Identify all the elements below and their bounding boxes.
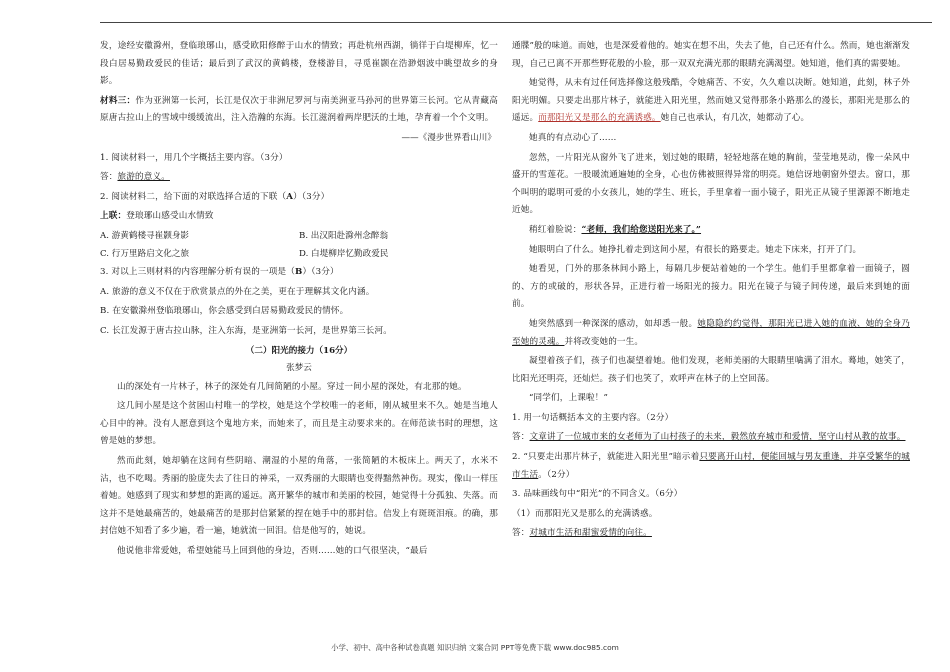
story-paragraph-6-a: 她觉得，从未有过任何选择像这般残酷，令她痛苦、不安，久久难以决断。她知道，此刻，林子外阳光明媚。只要走出那片林子，就能进入阳光里，然而她又觉得那条小路那么的漫长，那阳光是那么的遥远。 bbox=[512, 78, 910, 124]
underlined-sentence-2: 她隐隐约约觉得，那阳光已进入她的血液、她的全身乃至她的灵魂。 bbox=[512, 318, 910, 347]
right-question-1: 1. 用一句话概括本文的主要内容。（2分） bbox=[512, 412, 674, 423]
question-2 bbox=[100, 189, 498, 207]
page-footer: 小学、初中、高中各种试卷真题 知识归纳 文案合同 PPT等免费下载 www.doc985.com bbox=[331, 643, 619, 652]
couplet-text: 登琅琊山感受山水情致 bbox=[126, 211, 214, 222]
question-1: 1. 阅读材料一，用几个字概括主要内容。（3分） bbox=[100, 152, 288, 163]
right-answer-1-prefix: 答： bbox=[512, 432, 530, 443]
article-author: 张梦云 bbox=[286, 363, 312, 374]
underlined-sentence-1: 而那阳光又是那么的充满诱惑。 bbox=[538, 113, 661, 124]
story-paragraph-7: 她真的有点动心了…… bbox=[529, 132, 617, 143]
couplet-label: 上联： bbox=[100, 211, 127, 222]
question-3-answer: B bbox=[295, 267, 303, 278]
header-rule bbox=[100, 22, 932, 23]
answer-1-prefix: 答： bbox=[100, 172, 118, 183]
q3-option-c: C. 长江发源于唐古拉山脉，注入东海，是亚洲第一长河，是世界第三长河。 bbox=[100, 325, 392, 336]
question-2-answer: A bbox=[286, 191, 294, 202]
story-paragraph-12 bbox=[512, 316, 910, 351]
story-paragraph-3: 然而此刻，她却躺在这间有些阴暗、潮湿的小屋的角落，一张简陋的木板床上。两天了，水米不沾，也不吃喝。秀丽的脸庞失去了往日的神采，一双秀丽的大眼睛也变得黯然神伤。现实，像山一样压着她。她感到了现实和梦想的距离的遥远。离开繁华的城市和美丽的校园，她觉得十分孤独、失落。而这并不是她最痛苦的，她最痛苦的是那封信紧紧的捏在她手中的那封信。信发上有斑斑泪痕。的确，那封信她不知看了多少遍，看一遍，她就流一回泪。信是他写的，她说。 bbox=[100, 456, 498, 537]
student-quote: “老师，我们给您送阳光来了。” bbox=[581, 224, 702, 235]
right-question-3-part-1: （1）而那阳光又是那么的充满诱惑。 bbox=[512, 508, 658, 519]
right-column bbox=[512, 38, 910, 634]
right-answer-1-value: 文章讲了一位城市来的女老师为了山村孩子的未来，毅然放弃城市和爱情，坚守山村从教的故事。 bbox=[529, 432, 906, 443]
option-d: D. 白堤柳岸忆勤政爱民 bbox=[299, 248, 389, 259]
section-title: （二）阳光的接力（16分） bbox=[245, 345, 353, 356]
right-question-2 bbox=[512, 449, 910, 484]
story-paragraph-13: 凝望着孩子们，孩子们也凝望着她。他们发现，老师美丽的大眼睛里噙满了泪水。蓦地，她笑了，比阳光还明亮，还灿烂。孩子们也笑了，欢呼声在林子的上空回荡。 bbox=[512, 356, 910, 384]
question-3 bbox=[100, 264, 498, 282]
story-paragraph-8: 忽然，一片阳光从窗外飞了进来，划过她的眼睛，轻轻地落在她的胸前，莹莹地晃动，像一朵风中盛开的雪莲花。一股暖流通遍她的全身，心也仿佛被照得异常的明亮。她信讶地朝窗外望去。窗口，那个叫明的聪明可爱的小女孩儿，她的学生、班长，手里拿着一面小镜子，阳光正从镜子里源源不断地走近她。 bbox=[512, 152, 910, 216]
question-2-text: 2. 阅读材料二，给下面的对联选择合适的下联（ bbox=[100, 191, 287, 202]
story-paragraph-2: 这几间小屋是这个贫困山村唯一的学校，她是这个学校唯一的老师，刚从城里来不久。她是当地人心目中的神。没有人愿意到这个鬼地方来，而她来了，而且是主动要求来的。在师范读书时的理想，这曾是她的梦想。 bbox=[100, 401, 498, 447]
material-3 bbox=[100, 93, 498, 128]
story-paragraph-14: “同学们，上课啦！” bbox=[529, 393, 609, 404]
material-intro-tail: 发，途经安徽滁州，登临琅琊山，感受欧阳修醉于山水的情致；再赴杭州西湖，徜徉于白堤柳库，忆一段白居易勤政爱民的佳话；最后到了武汉的黄鹤楼，登楼游目，寻觅崔颢在浩渺烟波中眺望故乡的身影。 bbox=[100, 41, 498, 87]
option-a: A. 游黄鹤楼寻崔颢身影 bbox=[100, 230, 190, 241]
question-3-score: ）（3分） bbox=[302, 267, 339, 278]
material-source: ——《漫步世界看山川》 bbox=[401, 132, 496, 143]
story-paragraph-12-b: 并将改变她的一生。 bbox=[564, 336, 644, 347]
story-paragraph-4: 他说他非常爱她，希望她能马上回到他的身边，否则……她的口气很坚决，“最后 bbox=[117, 546, 428, 557]
story-paragraph-9 bbox=[512, 222, 910, 240]
right-question-2-answer: 只要离开山村，便能回城与男友重逢，并享受繁华的城市生活 bbox=[512, 452, 910, 480]
question-2-score: ）（3分） bbox=[293, 191, 330, 202]
option-c: C. 行万里路启文化之旅 bbox=[100, 248, 190, 259]
question-3-text: 3. 对以上三则材料的内容理解分析有误的一项是（ bbox=[100, 267, 296, 278]
left-column bbox=[100, 38, 498, 634]
question-2-options bbox=[100, 228, 498, 263]
story-paragraph-11: 她看见，门外的那条林间小路上，每隔几步便站着她的一个学生。他们手里都拿着一面镜子，圆的、方的或破的，形状各异，正进行着一场阳光的接力。阳光在镜子与镜子间传递，最后来到她的面前。 bbox=[512, 264, 910, 310]
story-paragraph-6 bbox=[512, 75, 910, 128]
right-question-3: 3. 品味画线句中“阳光”的不同含义。（6分） bbox=[512, 489, 683, 500]
story-paragraph-5: 通牒”般的味道。而她，也是深爱着他的。她实在想不出，失去了他，自己还有什么。然而，她也渐渐发现，自己已离不开那些野花般的小脸，那一双双充满光那的眼睛充满渴望。她知道，他们真的需要她。 bbox=[512, 41, 910, 69]
story-paragraph-10: 她眼明白了什么。她挣扎着走到这间小屋，有很长的路要走。她走下床来，打开了门。 bbox=[529, 244, 862, 255]
material-3-label: 材料三： bbox=[100, 95, 136, 106]
couplet-line bbox=[100, 208, 498, 226]
material-3-text: 作为亚洲第一长河，长江是仅次于非洲尼罗河与南美洲亚马孙河的世界第三长河。它从青藏高原唐古拉山上的雪域中缓缓流出，注入浩瀚的东海。长江滋润着两岸肥沃的土地，孕育着一个个文明。 bbox=[100, 95, 498, 124]
right-answer-1 bbox=[512, 429, 910, 447]
option-b: B. 出汉阳赴滁州念醉翁 bbox=[299, 230, 389, 241]
story-paragraph-6-b: 她自己也承认，有几次，她都动了心。 bbox=[660, 113, 810, 124]
right-question-2-score: 。（2分） bbox=[538, 469, 575, 480]
story-paragraph-12-a: 她突然感到一种深深的感动，如却悉一般。 bbox=[529, 318, 698, 329]
right-answer-3-value: 对城市生活和甜蜜爱情的向往。 bbox=[529, 528, 652, 539]
answer-1 bbox=[100, 169, 498, 187]
right-question-2-text: 2. “只要走出那片林子，就能进入阳光里”暗示着 bbox=[512, 452, 700, 463]
right-answer-3 bbox=[512, 525, 910, 543]
right-answer-3-prefix: 答： bbox=[512, 528, 530, 539]
answer-1-value: 旅游的意义。 bbox=[117, 172, 170, 183]
story-paragraph-1: 山的深处有一片林子，林子的深处有几间简陋的小屋。穿过一间小屋的深处，有北那的她。 bbox=[117, 381, 467, 392]
story-paragraph-9-a: 稍红着脸说： bbox=[529, 224, 582, 235]
q3-option-b: B. 在安徽滁州登临琅琊山，你会感受到白居易勤政爱民的情怀。 bbox=[100, 306, 349, 317]
q3-option-a: A. 旅游的意义不仅在于欣赏景点的外在之美，更在于理解其文化内涵。 bbox=[100, 286, 375, 297]
